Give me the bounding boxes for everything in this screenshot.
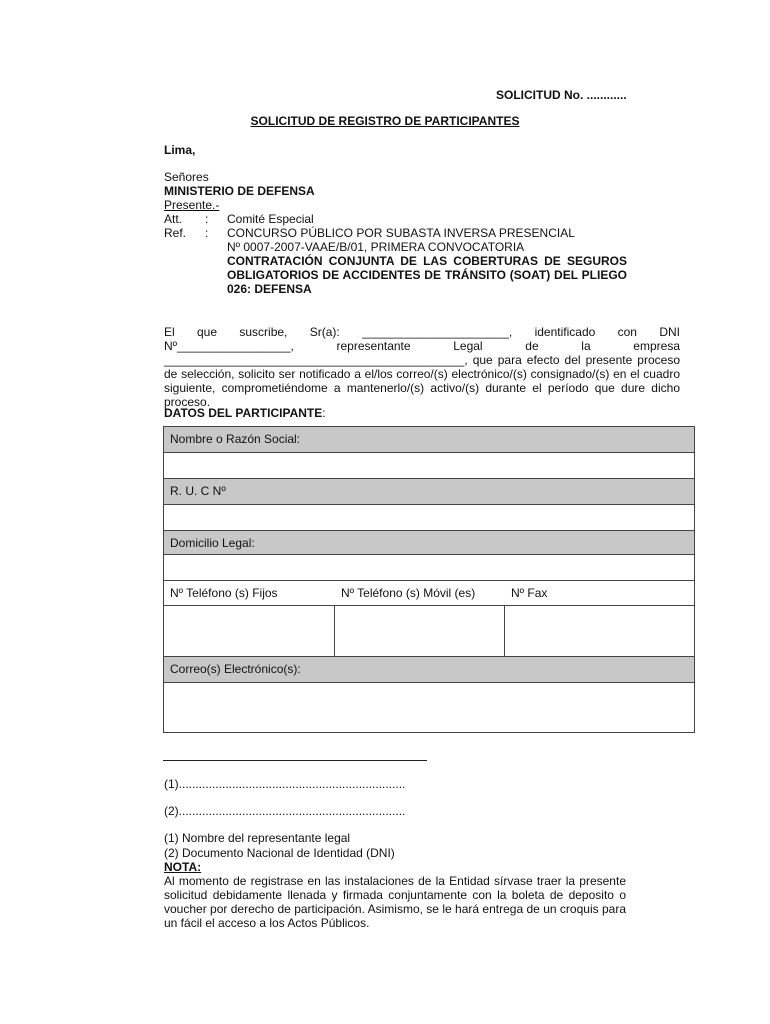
phone-label-row [163,580,695,606]
email-field[interactable] [163,682,695,733]
reference-subject: CONTRATACIÓN CONJUNTA DE LAS COBERTURAS DE SEGUROS OBLIGATORIOS DE ACCIDENTES DE TRÁNSITO (SOAT) DEL PLIEGO 026: DEFENSA [227,254,627,296]
name-label-row [163,426,695,453]
ruc-field[interactable] [163,504,695,531]
phone-fields-row [163,605,695,657]
ruc-label: R. U. C Nº [170,484,226,498]
ref-value-line1: CONCURSO PÚBLICO POR SUBASTA INVERSA PRESENCIAL [227,226,575,240]
solicitud-number: SOLICITUD No. ............ [496,88,627,102]
phone-mobile-field[interactable] [335,606,504,656]
name-label: Nombre o Razón Social: [170,432,301,446]
document-title [0,114,770,128]
ref-label: Ref. [164,226,187,240]
phone-fixed-field[interactable] [164,606,334,656]
section-title-text: DATOS DEL PARTICIPANTE [164,406,323,420]
entity-name: MINISTERIO DE DEFENSA [164,184,315,198]
nota-label: NOTA: [164,860,202,874]
representative-name-line[interactable]: (1).................................................................... [164,777,406,791]
name-field[interactable] [163,452,695,479]
document-title-text: SOLICITUD DE REGISTRO DE PARTICIPANTES [250,114,520,128]
salutation: Señores [164,170,209,184]
phone-fixed-label: Nº Teléfono (s) Fijos [170,586,278,600]
presente-label: Presente.- [164,198,220,212]
fax-label: Nº Fax [511,586,548,600]
nota-text: Al momento de registrase en las instalaciones de la Entidad sírvase traer la presente solicitud debidamente llenada y firmada conjuntamente con la boleta de deposito o voucher por derecho de participación. Asimismo, se le hará entrega de un croquis para un fácil el acceso a los Actos Públicos. [164,874,626,930]
address-field[interactable] [163,554,695,581]
ref-separator: : [205,226,209,240]
email-label-row [163,656,695,683]
email-label: Correo(s) Electrónico(s): [170,662,301,676]
place-date: Lima, [164,143,196,157]
intro-paragraph: El que suscribe, Sr(a): ______________________, identificado con DNI Nº_________________, representante Legal de la empresa _____________________________________________, que para efecto del presente proceso de selección, solicito ser notificado a el/los correo/(s) electrónico/(s) consignado/(s) en el cuadro siguiente, comprometiéndome a mantenerlo/(s) activo/(s) durante el período que dure dicho proceso. [164,325,680,409]
att-label: Att. [164,212,183,226]
att-separator: : [205,212,209,226]
ref-value-line2: Nº 0007-2007-VAAE/B/01, PRIMERA CONVOCATORIA [227,240,525,254]
footnote-2: (2) Documento Nacional de Identidad (DNI) [164,846,395,860]
section-title-colon: : [322,406,326,420]
section-title [164,406,326,420]
address-label: Domicilio Legal: [170,536,255,550]
fax-field[interactable] [505,606,694,656]
att-value: Comité Especial [227,212,314,226]
footnote-1: (1) Nombre del representante legal [164,831,351,845]
dni-line[interactable]: (2).................................................................... [164,804,406,818]
signature-line [163,760,427,761]
ruc-label-row [163,478,695,505]
phone-mobile-label: Nº Teléfono (s) Móvil (es) [341,586,476,600]
address-label-row [163,530,695,555]
